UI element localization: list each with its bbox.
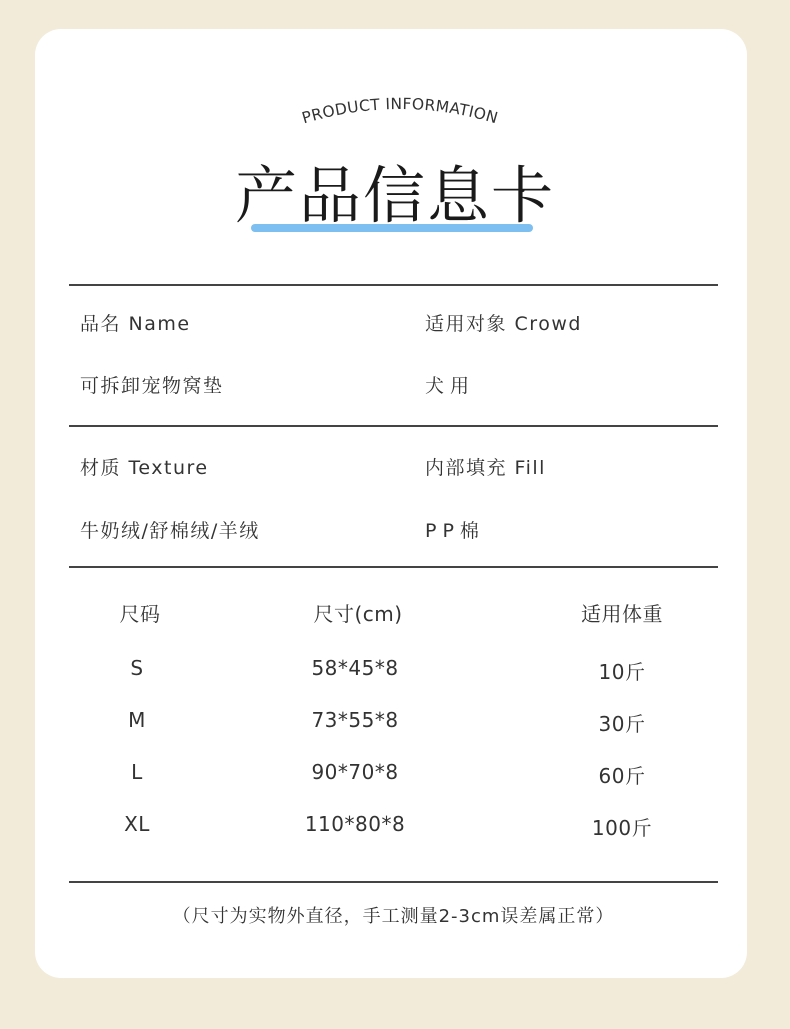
dimension-cell: 110*80*8 (304, 812, 406, 836)
weight-cell: 60斤 (598, 764, 646, 788)
fill-value: PP棉 (425, 520, 485, 542)
weight-cell: 10斤 (598, 660, 646, 684)
page-subtitle: PRODUCT INFORMATION (299, 94, 501, 128)
name-label: 品名 Name (80, 313, 191, 335)
divider (69, 881, 718, 883)
crowd-value: 犬用 (425, 375, 476, 397)
dimension-cell: 73*55*8 (311, 708, 399, 732)
weight-column-header: 适用体重 (581, 602, 663, 626)
size-column-header: 尺码 (119, 602, 161, 626)
dimension-cell: 58*45*8 (311, 656, 399, 680)
size-cell: L (131, 760, 143, 784)
weight-cell: 30斤 (598, 712, 646, 736)
subtitle-arc (290, 88, 510, 148)
size-cell: XL (124, 812, 150, 836)
dimension-column-header: 尺寸(cm) (313, 602, 403, 626)
divider (69, 425, 718, 427)
fill-label: 内部填充 Fill (425, 457, 546, 479)
texture-value: 牛奶绒/舒棉绒/羊绒 (80, 520, 260, 542)
page-title: 产品信息卡 (234, 159, 555, 232)
crowd-label: 适用对象 Crowd (425, 313, 582, 335)
divider (69, 284, 718, 286)
texture-label: 材质 Texture (80, 457, 209, 479)
divider (69, 566, 718, 568)
size-cell: S (130, 656, 144, 680)
name-value: 可拆卸宠物窝垫 (80, 375, 224, 397)
dimension-cell: 90*70*8 (311, 760, 399, 784)
size-cell: M (128, 708, 146, 732)
weight-cell: 100斤 (591, 816, 653, 840)
measurement-footnote: （尺寸为实物外直径，手工测量2-3cm误差属正常） (172, 906, 615, 927)
